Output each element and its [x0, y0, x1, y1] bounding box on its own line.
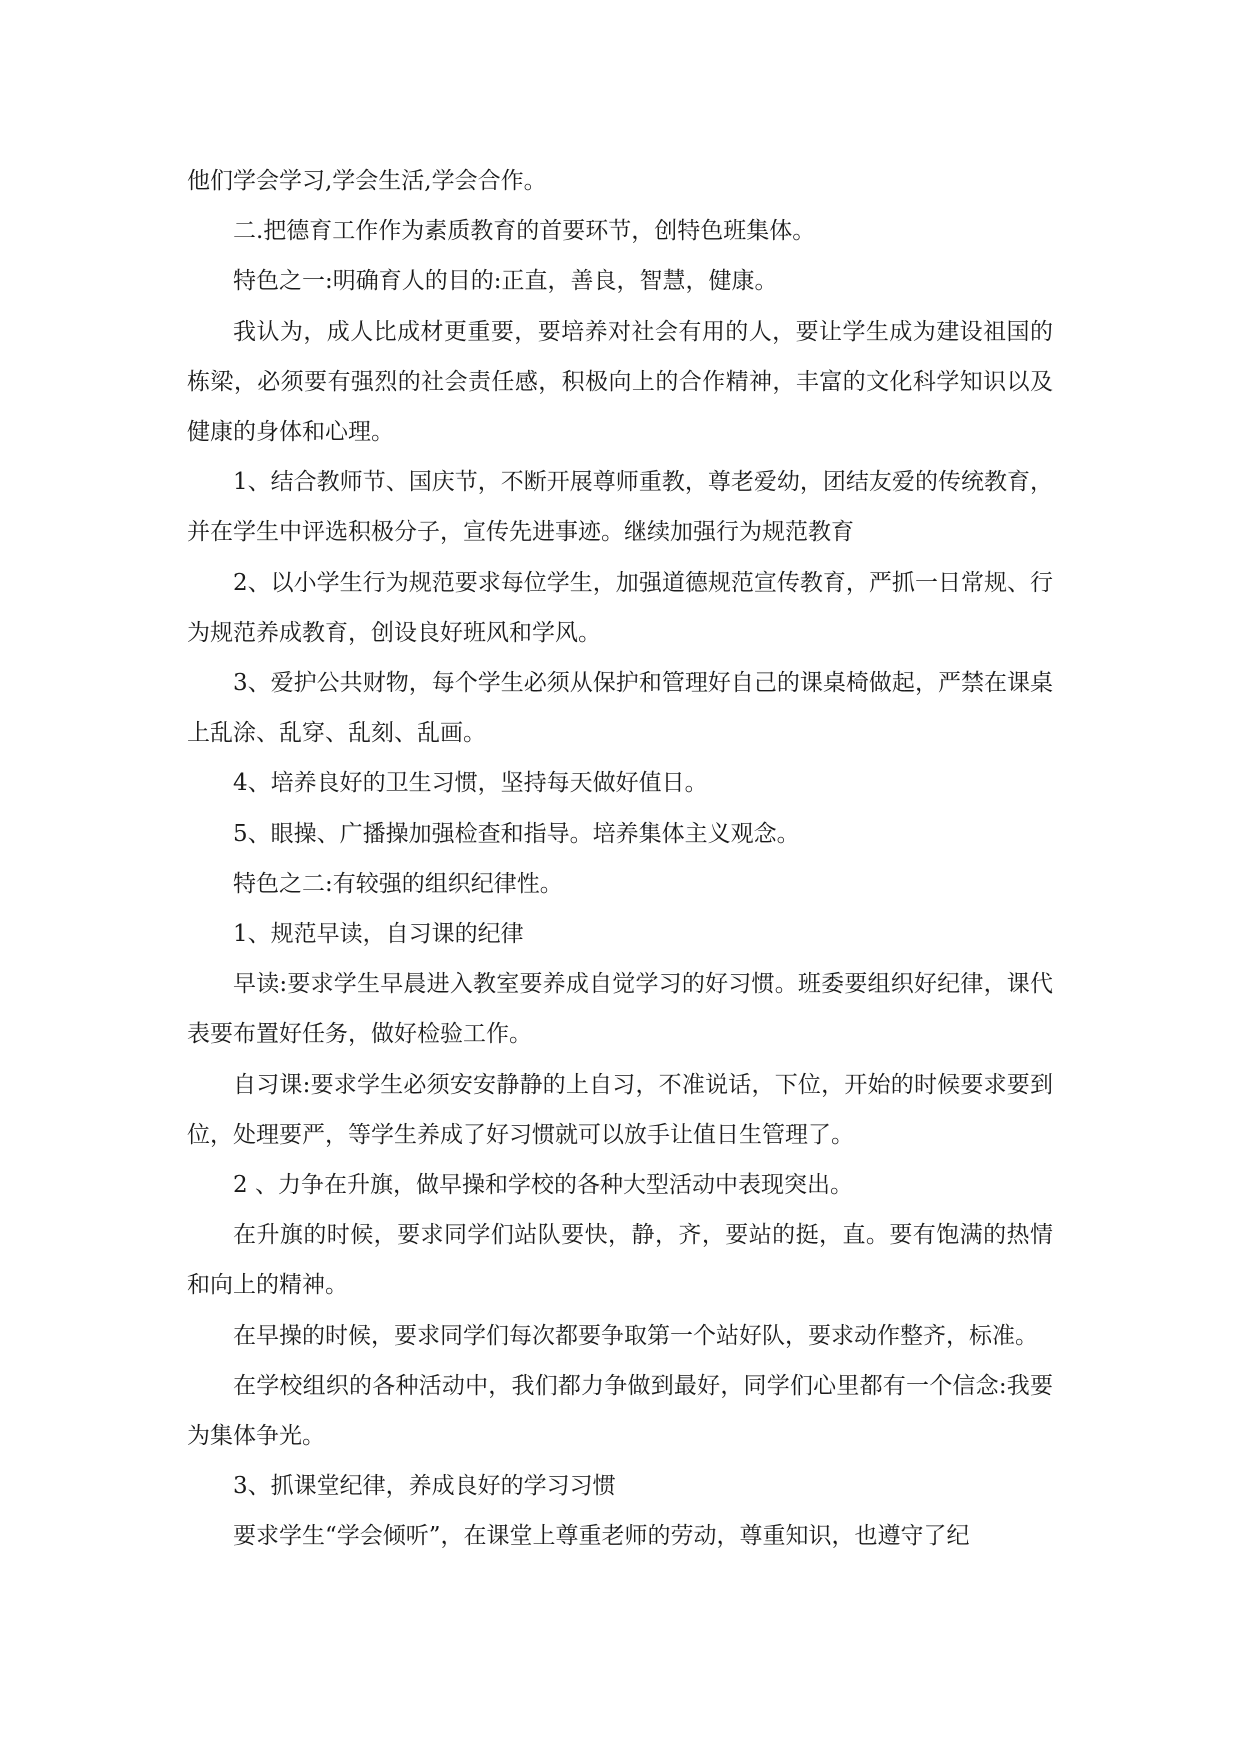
list-item: 2 、力争在升旗，做早操和学校的各种大型活动中表现突出。 — [233, 1172, 853, 1199]
paragraph: 他们学会学习,学会生活,学会合作。 — [187, 168, 547, 194]
subsection-heading: 特色之二:有较强的组织纪律性。 — [233, 870, 563, 897]
list-item: 1、规范早读，自习课的纪律 — [233, 921, 524, 948]
paragraph: 在升旗的时候，要求同学们站队要快，静，齐，要站的挺，直。要有饱满的热情和向上的精神。 — [187, 1222, 1053, 1299]
list-item: 4、培养良好的卫生习惯，坚持每天做好值日。 — [233, 770, 708, 797]
paragraph: 在早操的时候，要求同学们每次都要争取第一个站好队，要求动作整齐，标准。 — [233, 1322, 1038, 1349]
subsection-heading: 特色之一:明确育人的目的:正直，善良，智慧，健康。 — [233, 268, 778, 295]
document-body — [187, 156, 1053, 1562]
section-heading: 二.把德育工作作为素质教育的首要环节，创特色班集体。 — [233, 218, 816, 245]
list-item: 2、以小学生行为规范要求每位学生，加强道德规范宣传教育，严抓一日常规、行为规范养成教育，创设良好班风和学风。 — [187, 569, 1053, 646]
list-item: 3、抓课堂纪律，养成良好的学习习惯 — [233, 1473, 616, 1500]
paragraph: 我认为，成人比成材更重要，要培养对社会有用的人，要让学生成为建设祖国的栋梁，必须要有强烈的社会责任感，积极向上的合作精神，丰富的文化科学知识以及健康的身体和心理。 — [187, 318, 1053, 446]
paragraph: 在学校组织的各种活动中，我们都力争做到最好，同学们心里都有一个信念:我要为集体争光。 — [187, 1372, 1053, 1450]
list-item: 3、爱护公共财物，每个学生必须从保护和管理好自己的课桌椅做起，严禁在课桌上乱涂、乱穿、乱刻、乱画。 — [187, 670, 1053, 747]
paragraph: 早读:要求学生早晨进入教室要养成自觉学习的好习惯。班委要组织好纪律，课代表要布置好任务，做好检验工作。 — [187, 971, 1053, 1048]
paragraph: 要求学生“学会倾听”，在课堂上尊重老师的劳动，尊重知识，也遵守了纪 — [233, 1523, 970, 1550]
paragraph: 自习课:要求学生必须安安静静的上自习，不准说话，下位，开始的时候要求要到位，处理要严，等学生养成了好习惯就可以放手让值日生管理了。 — [187, 1071, 1053, 1148]
list-item: 1、结合教师节、国庆节，不断开展尊师重教，尊老爱幼，团结友爱的传统教育，并在学生中评选积极分子，宣传先进事迹。继续加强行为规范教育 — [187, 469, 1053, 546]
list-item: 5、眼操、广播操加强检查和指导。培养集体主义观念。 — [233, 820, 800, 847]
